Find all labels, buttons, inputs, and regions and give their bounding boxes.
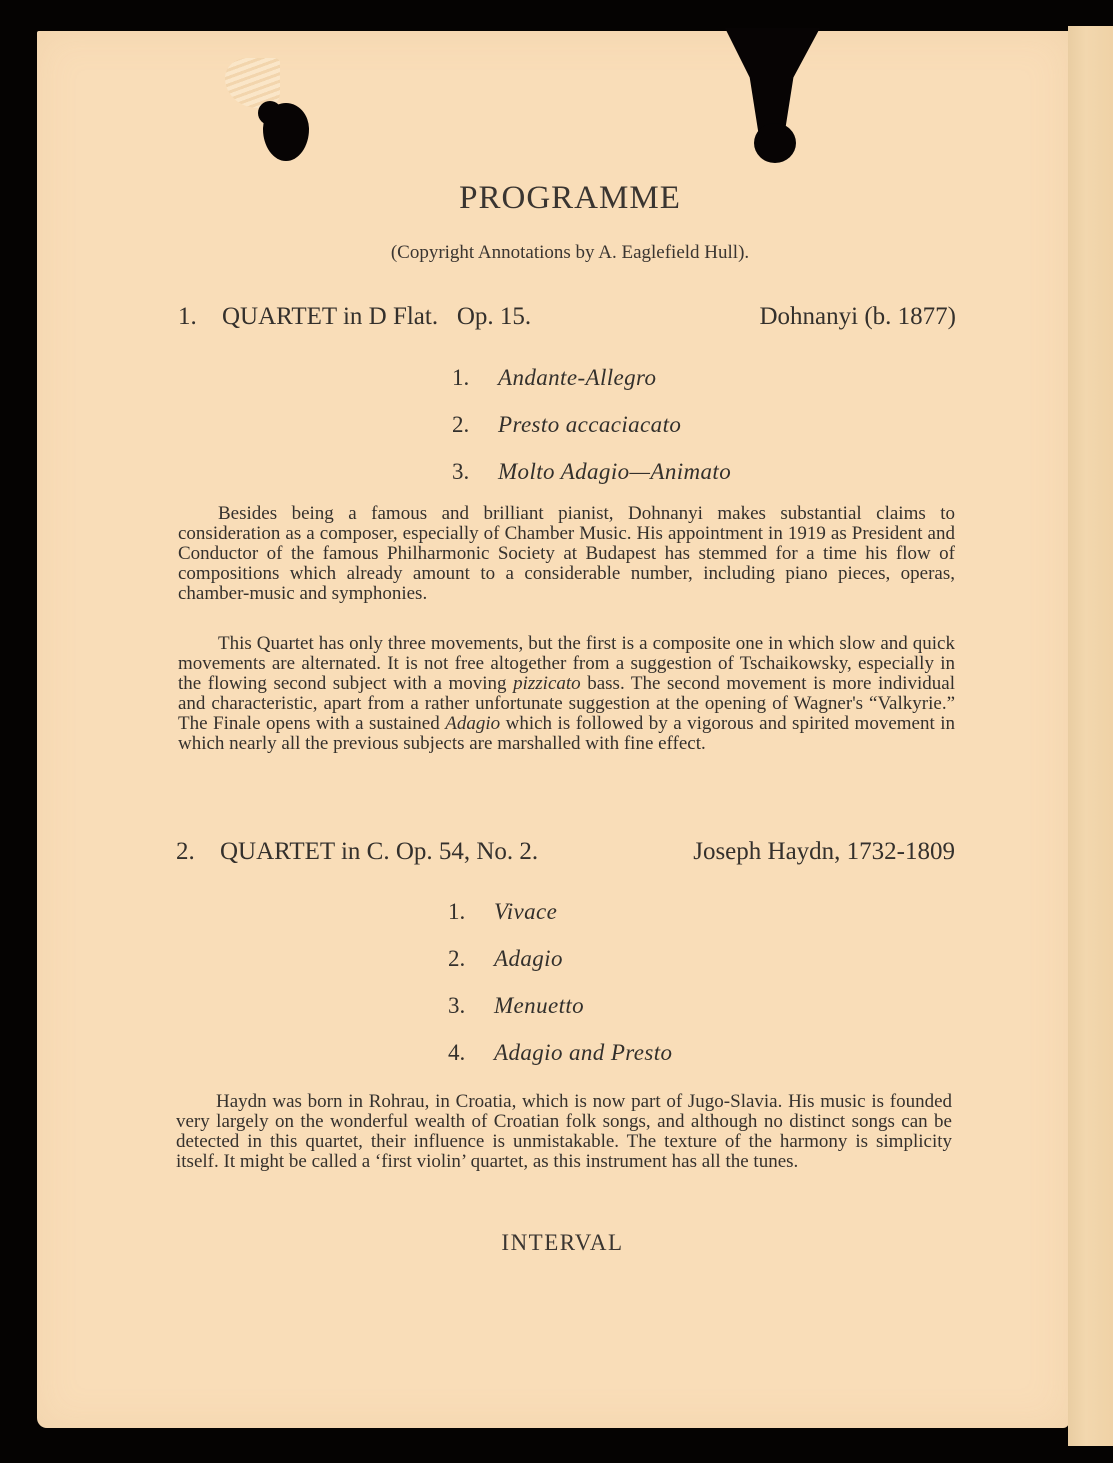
movement-item: [452, 412, 731, 459]
work-1-note-1: Besides being a famous and brilliant pianist, Dohnanyi makes substantial claims to consideration as a composer, especially of Chamber Music. His appointment in 1919 as President and Conductor of the famous Philharmonic Society at Budapest has stemmed for a time his flow of compositions which already amount to a considerable number, including piano pieces, operas, chamber-music and symphonies.: [178, 503, 955, 604]
movement-name: Molto Adagio—Animato: [498, 459, 732, 484]
work-2-movements: [448, 899, 672, 1087]
copyright-subtitle: (Copyright Annotations by A. Eaglefield Hull).: [390, 242, 750, 263]
movement-item: [452, 459, 731, 506]
work-number: 1.: [178, 303, 197, 330]
work-1-title-group: [178, 303, 531, 331]
movement-item: [448, 899, 672, 946]
note-italic-term: pizzicato: [513, 673, 581, 694]
movement-item: [448, 1040, 672, 1087]
work-1-movements: [452, 365, 731, 506]
work-1-note-2: [178, 634, 955, 754]
binding-hole-right: [754, 123, 796, 163]
interval-heading: INTERVAL: [501, 1230, 624, 1255]
movement-number: 2.: [448, 946, 466, 971]
note-text: This Quartet has only three movements, but the first is a composite one in which slow and quick movements are alternated. It is not free altogether from a suggestion of Tschaikowsky, especially in the flowing second subject with a moving: [178, 633, 955, 694]
work-title: QUARTET in D Flat. Op. 15.: [222, 303, 532, 330]
note-italic-term: Adagio: [445, 713, 501, 734]
page-title: PROGRAMME: [459, 180, 681, 216]
movement-name: Presto accaciacato: [498, 412, 682, 437]
movement-number: 1.: [448, 899, 466, 924]
movement-number: 2.: [452, 412, 470, 437]
movement-name: Vivace: [494, 899, 558, 924]
note-text: which is followed by a vigorous and spirited movement in which nearly all the previous subjects are marshalled with fine effect.: [178, 713, 956, 754]
work-2-heading: [176, 838, 955, 866]
movement-name: Andante-Allegro: [498, 365, 657, 390]
movement-item: [448, 993, 672, 1040]
movement-item: [448, 946, 672, 993]
work-title: QUARTET in C. Op. 54, No. 2.: [220, 838, 539, 865]
movement-number: 4.: [448, 1040, 466, 1065]
work-composer: Joseph Haydn, 1732-1809: [693, 838, 955, 865]
work-2-note-1: Haydn was born in Rohrau, in Croatia, which is now part of Jugo-Slavia. His music is founded very largely on the wonderful wealth of Croatian folk songs, and although no distinct songs can be detected in this quartet, their influence is unmistakable. The texture of the harmony is simplicity itself. It might be called a ‘first violin’ quartet, as this instrument has all the tunes.: [176, 1091, 952, 1172]
note-text: bass. The second movement is more individual and characteristic, apart from a rather unfortunate suggestion at the opening of Wagner's “Valkyrie.” The Finale opens with a sustained: [178, 673, 955, 734]
movement-number: 1.: [452, 365, 470, 390]
movement-name: Adagio: [494, 946, 563, 971]
work-1-heading: [178, 303, 956, 331]
movement-number: 3.: [452, 459, 470, 484]
movement-name: Menuetto: [494, 993, 585, 1018]
work-composer: Dohnanyi (b. 1877): [759, 303, 956, 330]
movement-item: [452, 365, 731, 412]
work-2-title-group: [176, 838, 538, 866]
movement-name: Adagio and Presto: [494, 1040, 673, 1065]
movement-number: 3.: [448, 993, 466, 1018]
work-number: 2.: [176, 838, 195, 865]
